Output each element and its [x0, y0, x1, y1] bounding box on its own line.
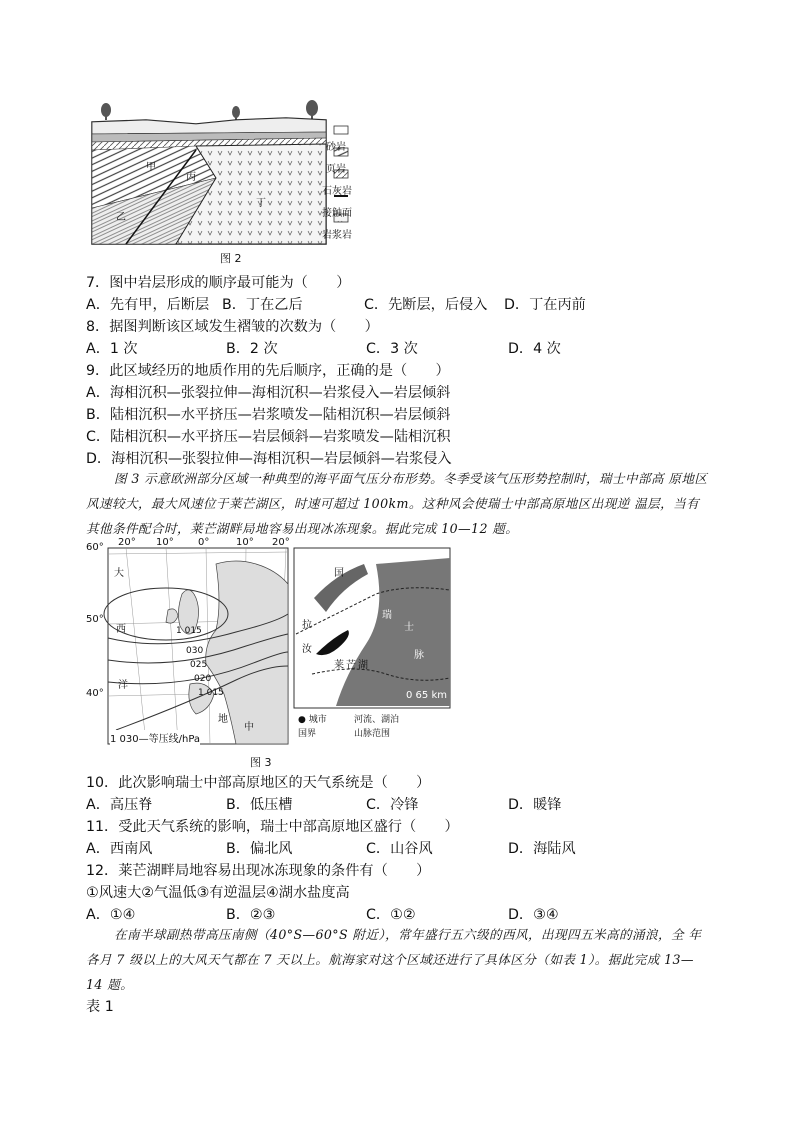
label-yi: 乙 [116, 212, 126, 223]
passage-13-14-line-1: 在南半球副热带高压南侧（40°S—60°S 附近），常年盛行五六级的西风，出现四五米高的涌浪，全 [114, 927, 684, 942]
q11-option-a[interactable]: A．西南风 [86, 841, 153, 857]
europe-pressure-map [86, 534, 456, 754]
q9-option-a[interactable]: A．海相沉积—张裂拉伸—海相沉积—岩浆侵入—岩层倾斜 [86, 385, 451, 401]
label-mai: 脉 [414, 650, 424, 661]
q10-stem: 10．此次影响瑞士中部高原地区的天气系统是（ ） [86, 775, 431, 791]
label-shi: 士 [404, 622, 414, 633]
passage-13-14-line-2: 年各月 7 级以上的大风天气都在 7 天以上。航海家对这个区域还进行了具体区分（如表 1）。据此完成 [86, 927, 702, 967]
legend-shale: 页岩 [326, 164, 346, 175]
q8-options [86, 338, 561, 360]
q8-option-c[interactable]: C．3 次 [366, 341, 418, 357]
q9-stem: 9．此区域经历的地质作用的先后顺序，正确的是（ ） [86, 363, 450, 379]
label-ding: 丁 [256, 198, 266, 209]
label-rui: 瑞 [382, 610, 392, 621]
figure-3 [86, 534, 456, 770]
q10-option-b[interactable]: B．低压槽 [226, 797, 293, 813]
q7-option-c[interactable]: C．先断层，后侵入 [364, 297, 488, 313]
q8-option-b[interactable]: B．2 次 [226, 341, 278, 357]
label-ru: 汝 [302, 644, 312, 655]
legend-rivers-lakes: 河流、湖泊 [354, 715, 400, 725]
legend-sandstone: 砂岩 [326, 142, 346, 153]
lat-50: 50° [86, 614, 104, 625]
q10-option-a[interactable]: A．高压脊 [86, 797, 153, 813]
q11-option-c[interactable]: C．山谷风 [366, 841, 433, 857]
legend-mountain-range: 山脉范围 [354, 729, 391, 739]
q11-option-d[interactable]: D．海陆风 [508, 841, 576, 857]
legend-city: ● 城市 [298, 715, 327, 725]
figure-2-caption: 图 2 [220, 252, 242, 265]
lon-20e: 20° [272, 537, 290, 548]
q10-options [86, 794, 562, 816]
label-bing: 丙 [186, 172, 196, 183]
q7-option-b[interactable]: B．丁在乙后 [222, 297, 303, 313]
legend-border: 国界 [298, 729, 317, 739]
lat-40: 40° [86, 688, 104, 699]
q12-option-b[interactable]: B．②③ [226, 907, 276, 923]
q12-conditions: ①风速大②气温低③有逆温层④湖水盐度高 [86, 885, 350, 901]
scale-bar: 0 65 km [406, 690, 447, 701]
label-jia: 甲 [146, 162, 156, 173]
label-lai: 莱 [334, 660, 344, 671]
q12-option-c[interactable]: C．①② [366, 907, 416, 923]
label-xi: 西 [116, 624, 126, 635]
q11-stem: 11．受此天气系统的影响，瑞士中部高原地区盛行（ ） [86, 819, 459, 835]
label-a: 阿 [326, 690, 336, 701]
q12-option-d[interactable]: D．③④ [508, 907, 559, 923]
legend-igneous-rock: 岩浆岩 [322, 230, 352, 241]
passage-10-12-line-3: 温层，当有其他条件配合时，莱芒湖畔局地容易出现冰冻现象。据此完成 10—12 题。 [86, 496, 700, 536]
q8-option-d[interactable]: D．4 次 [508, 341, 561, 357]
lon-10w: 10° [156, 537, 174, 548]
q7-option-d[interactable]: D．丁在丙前 [504, 297, 586, 313]
q9-option-d[interactable]: D．海相沉积—张裂拉伸—海相沉积—岩层倾斜—岩浆侵入 [86, 451, 452, 467]
lon-0: 0° [198, 537, 210, 548]
left-map-legend: 1 030—等压线/hPa [110, 730, 200, 745]
q11-options [86, 838, 576, 860]
q8-stem: 8．据图判断该区域发生褶皱的次数为（ ） [86, 319, 379, 335]
legend-contact-surface: 接触面 [322, 208, 352, 219]
lon-20w: 20° [118, 537, 136, 548]
q9-option-c[interactable]: C．陆相沉积—水平挤压—岩层倾斜—岩浆喷发—陆相沉积 [86, 429, 451, 445]
q9-option-b[interactable]: B．陆相沉积—水平挤压—岩浆喷发—陆相沉积—岩层倾斜 [86, 407, 451, 423]
label-yang: 洋 [118, 680, 128, 691]
label-da: 大 [114, 568, 124, 579]
label-fa: 法 [320, 574, 330, 585]
label-di: 地 [218, 714, 228, 725]
label-mang: 芒 [346, 660, 356, 671]
passage-13-14-line-3: 13—14 题。 [86, 952, 694, 992]
q7-stem: 7．图中岩层形成的顺序最可能为（ ） [86, 275, 351, 291]
isobar-label-1025: 025 [190, 660, 208, 670]
q10-option-d[interactable]: D．暖锋 [508, 797, 562, 813]
isobar-label-1015-south: 1 015 [198, 688, 224, 698]
q10-option-c[interactable]: C．冷锋 [366, 797, 419, 813]
passage-13-14 [86, 922, 708, 997]
lat-60: 60° [86, 542, 104, 553]
q12-stem: 12．莱芒湖畔局地容易出现冰冻现象的条件有（ ） [86, 863, 431, 879]
table-1-label: 表 1 [86, 999, 114, 1015]
isobar-label-1020: 020 [194, 674, 212, 684]
figure-3-caption: 图 3 [250, 756, 272, 769]
q11-option-b[interactable]: B．偏北风 [226, 841, 293, 857]
lon-10e: 10° [236, 537, 254, 548]
passage-10-12-line-2: 原地区风速较大，最大风速位于莱芒湖区，时速可超过 100km。这种风会使瑞士中部高原地区出现逆 [86, 471, 708, 511]
q8-option-a[interactable]: A．1 次 [86, 341, 138, 357]
isobar-label-1030: 030 [186, 646, 204, 656]
q12-option-a[interactable]: A．①④ [86, 907, 136, 923]
label-la: 拉 [302, 620, 312, 631]
q7-option-a[interactable]: A．先有甲，后断层 [86, 297, 210, 313]
passage-10-12-line-1: 图 3 示意欧洲部分区域一种典型的海平面气压分布形势。冬季受该气压形势控制时，瑞士中部高 [114, 471, 664, 486]
legend-limestone: 石灰岩 [322, 186, 352, 197]
label-hu: 湖 [358, 660, 368, 671]
figure-2 [86, 98, 366, 266]
isobar-label-1015: 1 015 [176, 626, 202, 636]
passage-10-12 [86, 466, 708, 541]
label-shan: 山 [350, 588, 360, 599]
label-guo: 国 [334, 568, 344, 579]
q7-options [86, 294, 586, 316]
label-zhong: 中 [244, 722, 254, 733]
